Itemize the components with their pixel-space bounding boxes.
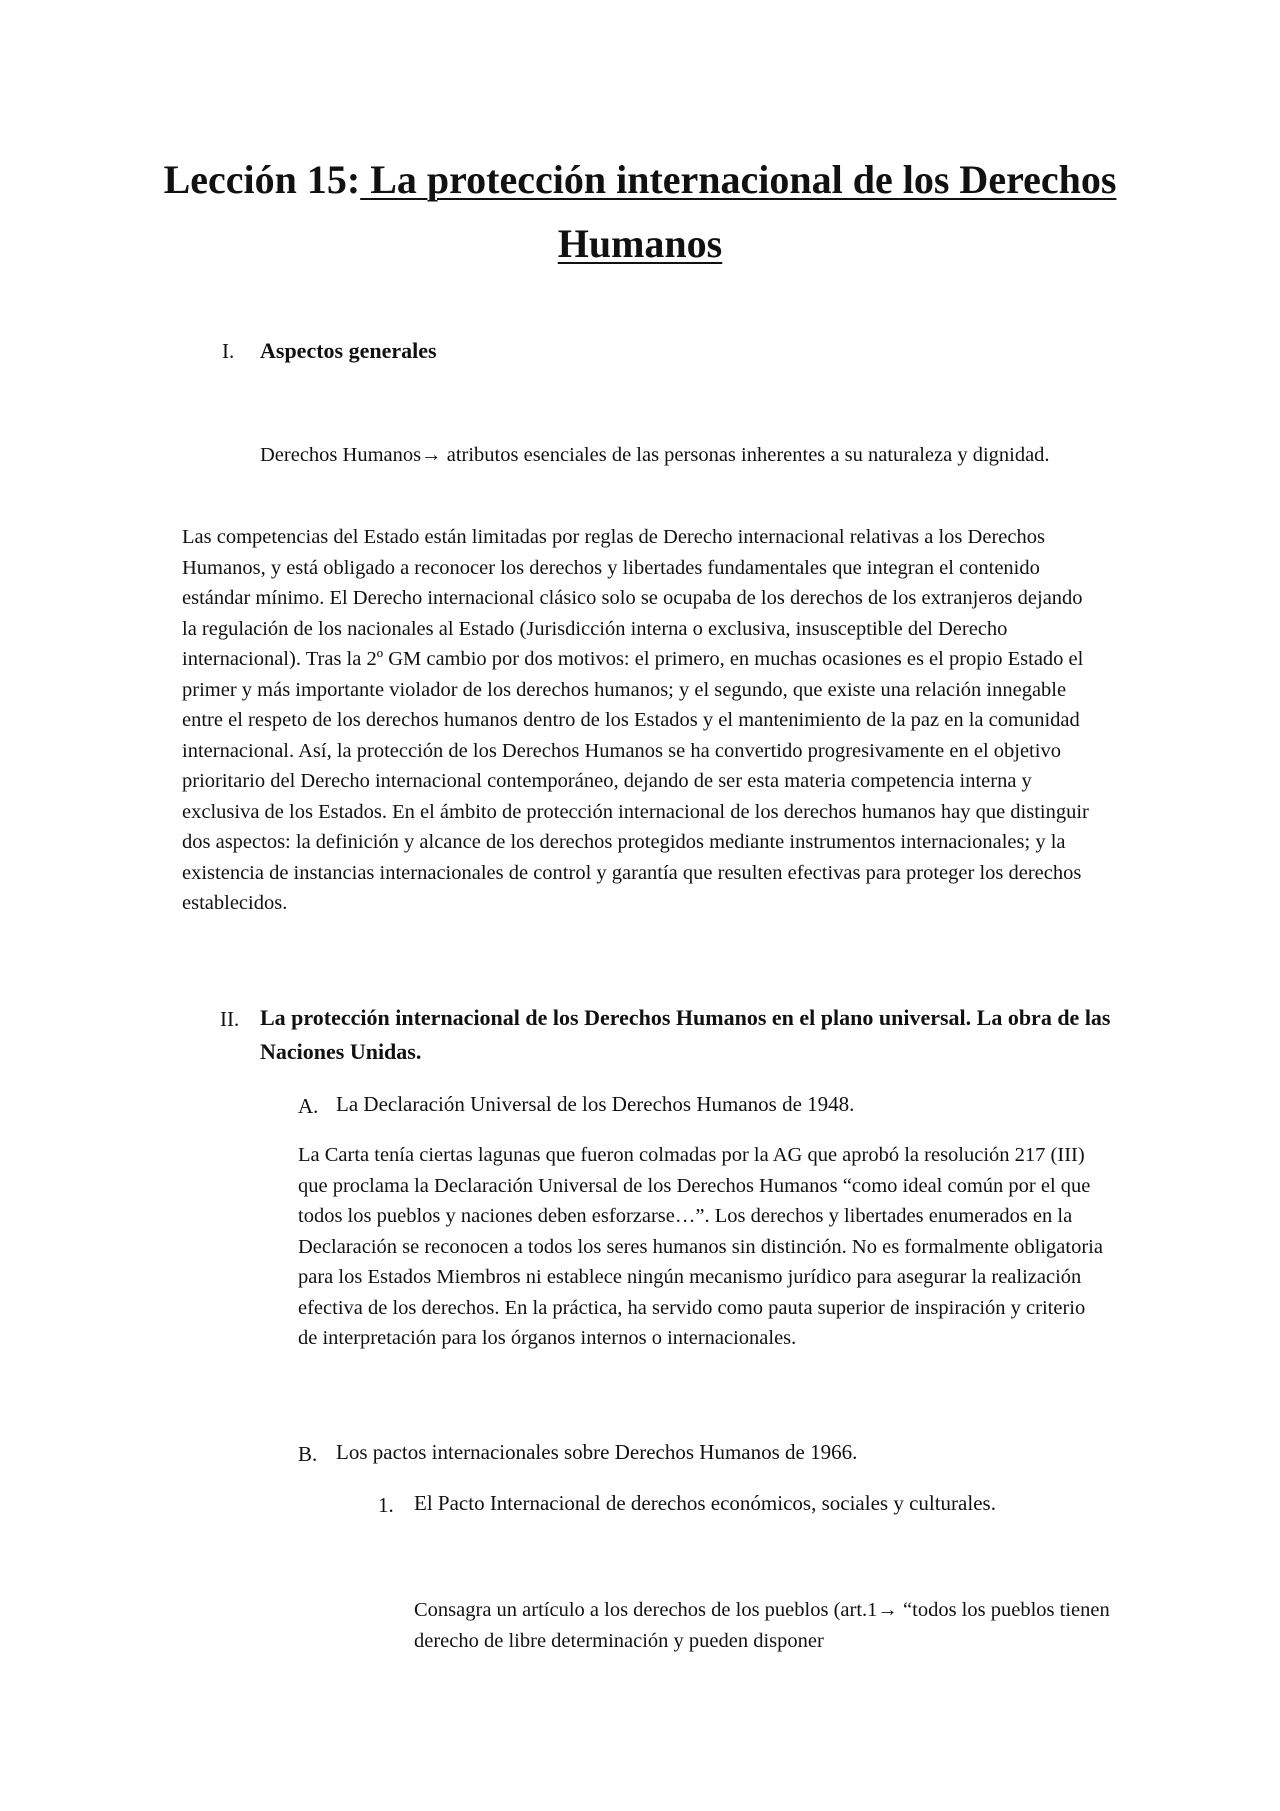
section-1-heading: Aspectos generales xyxy=(260,338,437,363)
item-1-marker: 1. xyxy=(378,1493,394,1517)
title-main: La protección internacional de los Derechos Humanos xyxy=(360,157,1117,266)
subsection-a-paragraph: La Carta tenía ciertas lagunas que fueron colmadas por la AG que aprobó la resolución 217 (III) que proclama la Declaración Universal de los Derechos Humanos “como ideal común por el que todos los pueblos y naciones deben esforzarse…”. Los derechos y libertades enumerados en la Declaración se reconocen a todos los seres humanos sin distinción. No es formalmente obligatoria para los Estados Miembros ni establece ningún mecanismo jurídico para asegurar la realización efectiva de los derechos. En la práctica, ha servido como pauta superior de inspiración y criterio de interpretación para los órganos internos o internacionales. xyxy=(298,1144,1103,1349)
subsection-a-marker: A. xyxy=(298,1094,319,1118)
section-1-numeral: I. xyxy=(222,339,235,363)
definition-paragraph: Derechos Humanos→ atributos esenciales de las personas inherentes a su naturaleza y dignidad. xyxy=(260,444,1050,466)
subsection-b-heading: Los pactos internacionales sobre Derechos Humanos de 1966. xyxy=(336,1440,858,1464)
section-2-numeral: II. xyxy=(220,1007,240,1031)
title-prefix: Lección 15: xyxy=(163,157,361,202)
item-1-paragraph: Consagra un artículo a los derechos de los pueblos (art.1→ “todos los pueblos tienen derecho de libre determinación y pueden disponer xyxy=(414,1599,1110,1652)
subsection-a-heading: La Declaración Universal de los Derechos Humanos de 1948. xyxy=(336,1092,855,1116)
item-1-heading: El Pacto Internacional de derechos económicos, sociales y culturales. xyxy=(414,1491,996,1515)
section-2-heading: La protección internacional de los Derechos Humanos en el plano universal. La obra de las Naciones Unidas. xyxy=(260,1005,1111,1064)
section-1-paragraph: Las competencias del Estado están limitadas por reglas de Derecho internacional relativas a los Derechos Humanos, y está obligado a reconocer los derechos y libertades fundamentales que integran el contenido estándar mínimo. El Derecho internacional clásico solo se ocupaba de los derechos de los extranjeros dejando la regulación de los nacionales al Estado (Jurisdicción interna o exclusiva, insusceptible del Derecho internacional). Tras la 2º GM cambio por dos motivos: el primero, en muchas ocasiones es el propio Estado el primer y más importante violador de los derechos humanos; y el segundo, que existe una relación innegable entre el respeto de los derechos humanos dentro de los Estados y el mantenimiento de la paz en la comunidad internacional. Así, la protección de los Derechos Humanos se ha convertido progresivamente en el objetivo prioritario del Derecho internacional contemporáneo, dejando de ser esta materia competencia interna y exclusiva de los Estados. En el ámbito de protección internacional de los derechos humanos hay que distinguir dos aspectos: la definición y alcance de los derechos protegidos mediante instrumentos internacionales; y la existencia de instancias internacionales de control y garantía que resulten efectivas para proteger los derechos establecidos. xyxy=(182,526,1089,914)
page-title xyxy=(140,148,1140,276)
subsection-b-marker: B. xyxy=(298,1442,318,1466)
